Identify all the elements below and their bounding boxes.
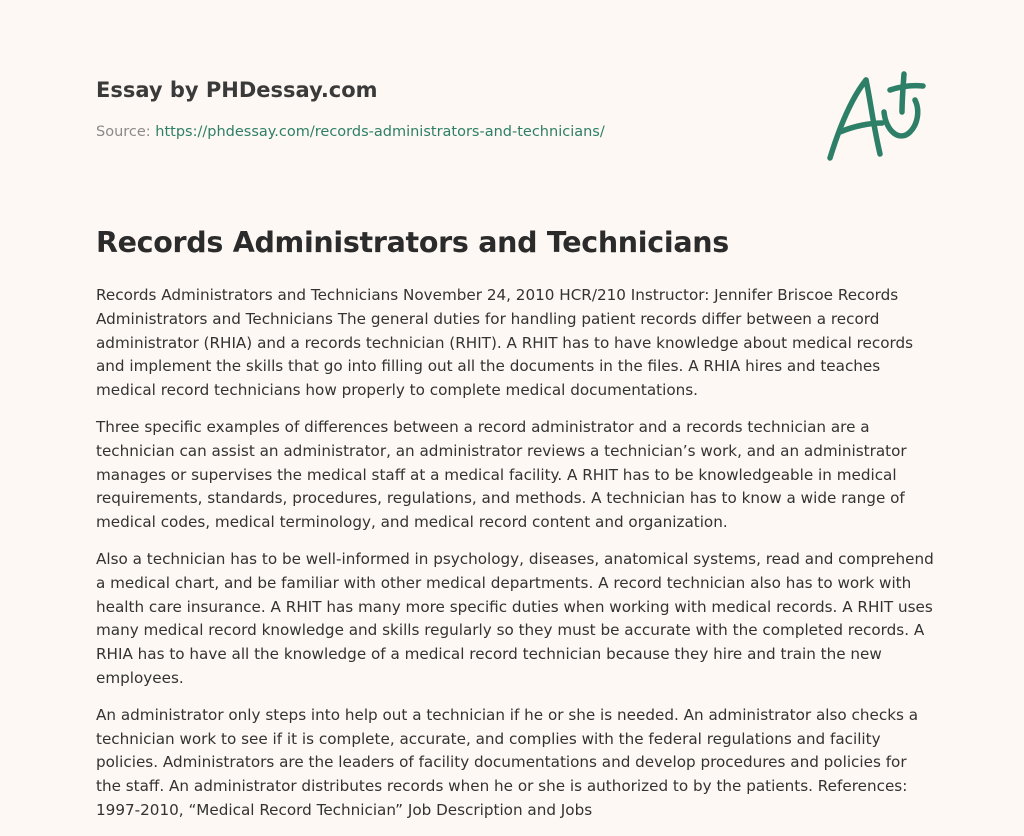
essay-paragraph: Records Administrators and Technicians November 24, 2010 HCR/210 Instructor: Jennifer Briscoe Records Administrators and Technicians The general duties for handling patient records differ between a record administrator (RHIA) and a records technician (RHIT). A RHIT has to have knowledge about medical records and implement the skills that go into filling out all the documents in the files. A RHIA hires and teaches medical record technicians how properly to complete medical documentations. (96, 286, 914, 400)
essay-title: Records Administrators and Technicians (96, 226, 729, 259)
source-label: Source: (96, 124, 156, 140)
essay-body (96, 284, 936, 836)
essay-paragraph: Three specific examples of differences between a record administrator and a records technician are a technician can assist an administrator, an administrator reviews a technician’s work, and an administrator manages or supervises the medical staff at a medical facility. A RHIT has to be knowledgeable in medical requirements, standards, procedures, regulations, and methods. A technician has to know a wide range of medical codes, medical terminology, and medical record content and organization. (96, 417, 907, 532)
essay-paragraph: An administrator only steps into help out a technician if he or she is needed. An administrator also checks a technician work to see if it is complete, accurate, and complies with the federal regulations and facility policies. Administrators are the leaders of facility documentations and develop procedures and policies for the staff. An administrator distributes records when he or she is authorized to by the patients. References: 1997-2010, “Medical Record Technician” Job Description and Jobs (96, 705, 919, 819)
essay-header (96, 76, 796, 140)
essay-paragraph: Also a technician has to be well-informed in psychology, diseases, anatomical systems, read and comprehend a medical chart, and be familiar with other medical departments. A record technician also has to work with health care insurance. A RHIT has many more specific duties when working with medical records. A RHIT uses many medical record knowledge and skills regularly so they must be accurate with the completed records. A RHIA has to have all the knowledge of a medical record technician because they hire and train the new employees. (96, 549, 934, 687)
a-plus-logo-icon (822, 66, 928, 164)
site-brand: Essay by PHDessay.com (96, 78, 378, 102)
source-link[interactable]: https://phdessay.com/records-administrators-and-technicians/ (155, 124, 605, 140)
source-line (96, 124, 605, 140)
